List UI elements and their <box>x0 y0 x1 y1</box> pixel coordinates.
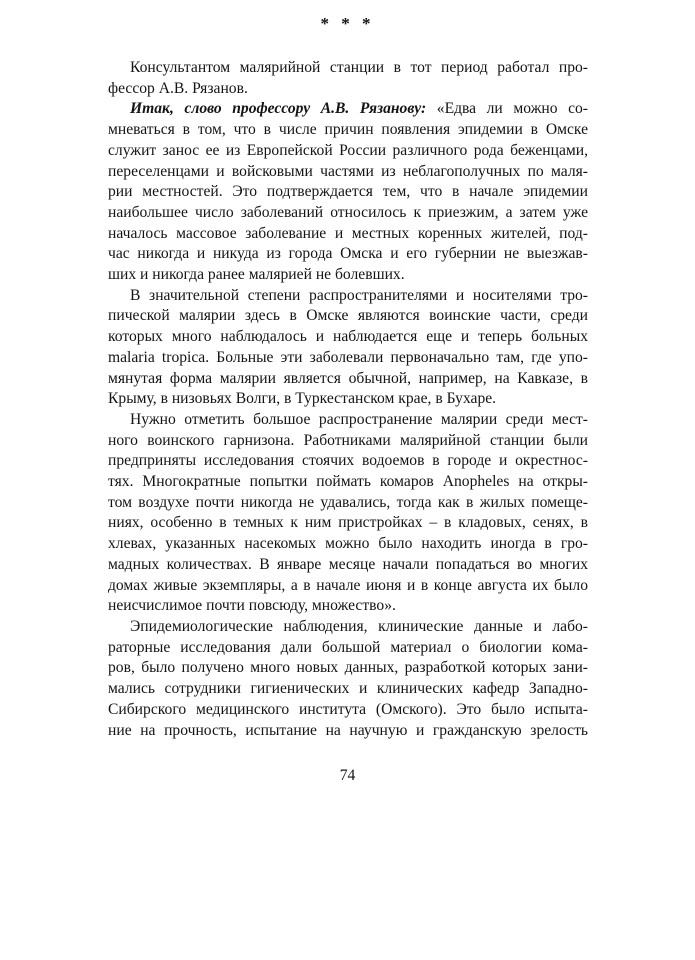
paragraph-3 <box>108 286 588 410</box>
text-line: предприняты исследования стоячих водоемов в городе и окрестнос- <box>108 452 588 470</box>
text-line: ших и никогда ранее малярией не болевших. <box>108 266 405 284</box>
text-line: Эпидемиологические наблюдения, клинические данные и лабо- <box>130 617 588 635</box>
text-line: пической малярии здесь в Омске являются воинские части, среди <box>108 307 588 325</box>
paragraph-1 <box>108 58 588 99</box>
text-line: Нужно отметить большое распространение малярии среди мест- <box>130 410 588 428</box>
text-line: рии местностей. Это подтверждается тем, что в начале эпидемии <box>108 183 588 201</box>
text-line: том воздухе почти никогда не удавались, тогда как в жилых помеще- <box>108 493 588 511</box>
text-line: наибольшее число заболеваний относилось к приезжим, а затем уже <box>108 203 588 221</box>
text-line: ров, было получено много новых данных, разработкой которых зани- <box>108 659 588 677</box>
text-line: раторные исследования дали большой материал о биологии кома- <box>108 638 588 656</box>
text-line: мадных количествах. В январе месяце начали попадаться во многих <box>108 555 588 573</box>
text-line: ние на прочность, испытание на научную и гражданскую зрелость <box>108 721 588 739</box>
text-line: мневаться в том, что в числе причин появления эпидемии в Омске <box>108 121 588 139</box>
text-line: ниях, особенно в темных к ним пристройках – в кладовых, сенях, в <box>108 514 588 532</box>
paragraph-2 <box>108 99 588 285</box>
text-line: мались сотрудники гигиенических и клинических кафедр Западно- <box>108 680 588 698</box>
text-line: тях. Многократные попытки поймать комаров Anopheles на откры- <box>108 473 588 491</box>
text-line: Сибирского медицинского института (Омского). Это было испыта- <box>108 700 588 718</box>
text-line-with-lead <box>108 99 588 120</box>
page-number: 74 <box>339 767 356 784</box>
paragraph-4 <box>108 410 588 617</box>
text-line: В значительной степени распространителями и носителями тро- <box>130 286 588 304</box>
text-line: Крыму, в низовьях Волги, в Туркестанском крае, в Бухаре. <box>108 390 497 408</box>
text-line: домах живые экземпляры, а в начале июня и в конце августа их было <box>108 576 588 594</box>
text-line: неисчислимое почти повсюду, множество». <box>108 597 396 615</box>
text-line: которых много наблюдалось и наблюдается еще и теперь больных <box>108 328 588 346</box>
text-line: хлевах, указанных насекомых можно было находить иногда в гро- <box>108 535 588 553</box>
lead-phrase: Итак, слово профессору А.В. Рязанову: <box>130 100 427 118</box>
text-line: Консультантом малярийной станции в тот период работал про- <box>130 59 588 76</box>
text-line: фессор А.В. Рязанов. <box>108 79 248 97</box>
body-text <box>108 58 588 741</box>
text-line: malaria tropica. Больные эти заболевали первоначально там, где упо- <box>108 348 588 366</box>
text-line: началось массовое заболевание и местных коренных жителей, под- <box>108 224 588 242</box>
text-fragment: «Едва ли можно со- <box>426 100 588 118</box>
text-line: мянутая форма малярии является обычной, например, на Кавказе, в <box>108 369 588 387</box>
text-line: час никогда и никуда из города Омска и его губернии не выезжав- <box>108 245 588 263</box>
section-separator: * * * <box>320 14 375 33</box>
paragraph-5 <box>108 617 588 741</box>
text-line: переселенцами и войсковыми частями из неблагополучных по маля- <box>108 162 588 180</box>
text-line: служит занос ее из Европейской России различного рода беженцами, <box>108 141 588 159</box>
text-line: ного воинского гарнизона. Работниками малярийной станции были <box>108 431 588 449</box>
